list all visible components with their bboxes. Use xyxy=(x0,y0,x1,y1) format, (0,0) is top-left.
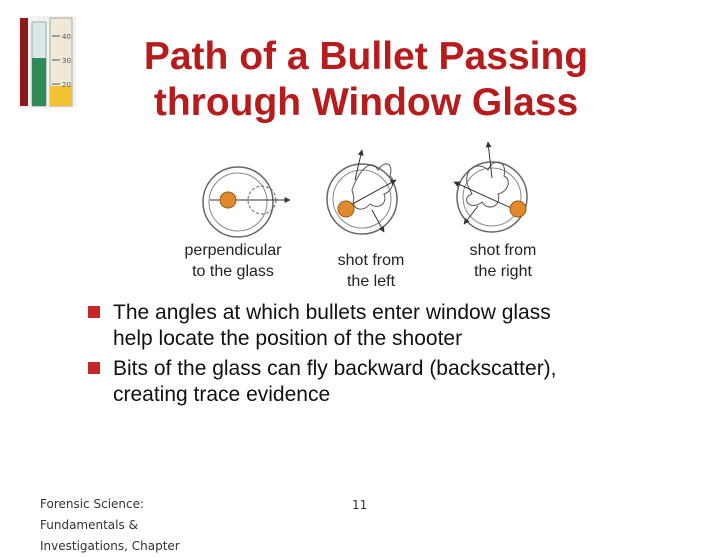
bullet-text-line-1: Bits of the glass can fly backward (backscatter), xyxy=(113,357,557,380)
shot-from-left-diagram xyxy=(327,150,397,234)
bullet-item xyxy=(88,356,688,408)
shot-from-right-diagram xyxy=(454,142,527,232)
slide-title-line-2: through Window Glass xyxy=(153,81,579,124)
bullet-text-line-2: creating trace evidence xyxy=(113,383,331,406)
bullet-marker-icon xyxy=(88,362,100,374)
bullet-text-line-2: help locate the position of the shooter xyxy=(113,327,463,350)
caption-line-2: the right xyxy=(474,263,532,280)
page-number: 11 xyxy=(352,498,368,512)
bullet-hole-entry xyxy=(220,192,236,208)
footer-line-1: Forensic Science: xyxy=(40,497,145,511)
footer-line-2: Fundamentals & xyxy=(40,518,138,532)
footer-line-3: Investigations, Chapter xyxy=(40,539,180,553)
caption-shot-from-right xyxy=(448,240,558,282)
caption-shot-from-left xyxy=(316,250,426,292)
caption-line-2: to the glass xyxy=(192,263,274,280)
slide-title-line-1: Path of a Bullet Passing xyxy=(143,35,589,78)
caption-line-1: perpendicular xyxy=(184,242,282,259)
bullet-list xyxy=(88,300,688,412)
tick-label-30: 30 xyxy=(62,57,71,65)
caption-line-2: the left xyxy=(346,273,396,290)
bullet-item xyxy=(88,300,688,352)
bullet-text-line-1: The angles at which bullets enter window glass xyxy=(113,301,551,324)
glass-pane-outline xyxy=(203,167,273,237)
perpendicular-shot-diagram xyxy=(203,167,290,237)
caption-line-1: shot from xyxy=(337,252,405,269)
bullet-hole-entry xyxy=(510,201,526,217)
footer-course-title xyxy=(40,494,180,557)
caption-line-1: shot from xyxy=(469,242,537,259)
caption-perpendicular xyxy=(168,240,298,282)
bullet-hole-entry xyxy=(338,201,354,217)
tick-label-40: 40 xyxy=(62,33,71,41)
bullet-marker-icon xyxy=(88,306,100,318)
tick-label-20: 20 xyxy=(62,81,71,89)
